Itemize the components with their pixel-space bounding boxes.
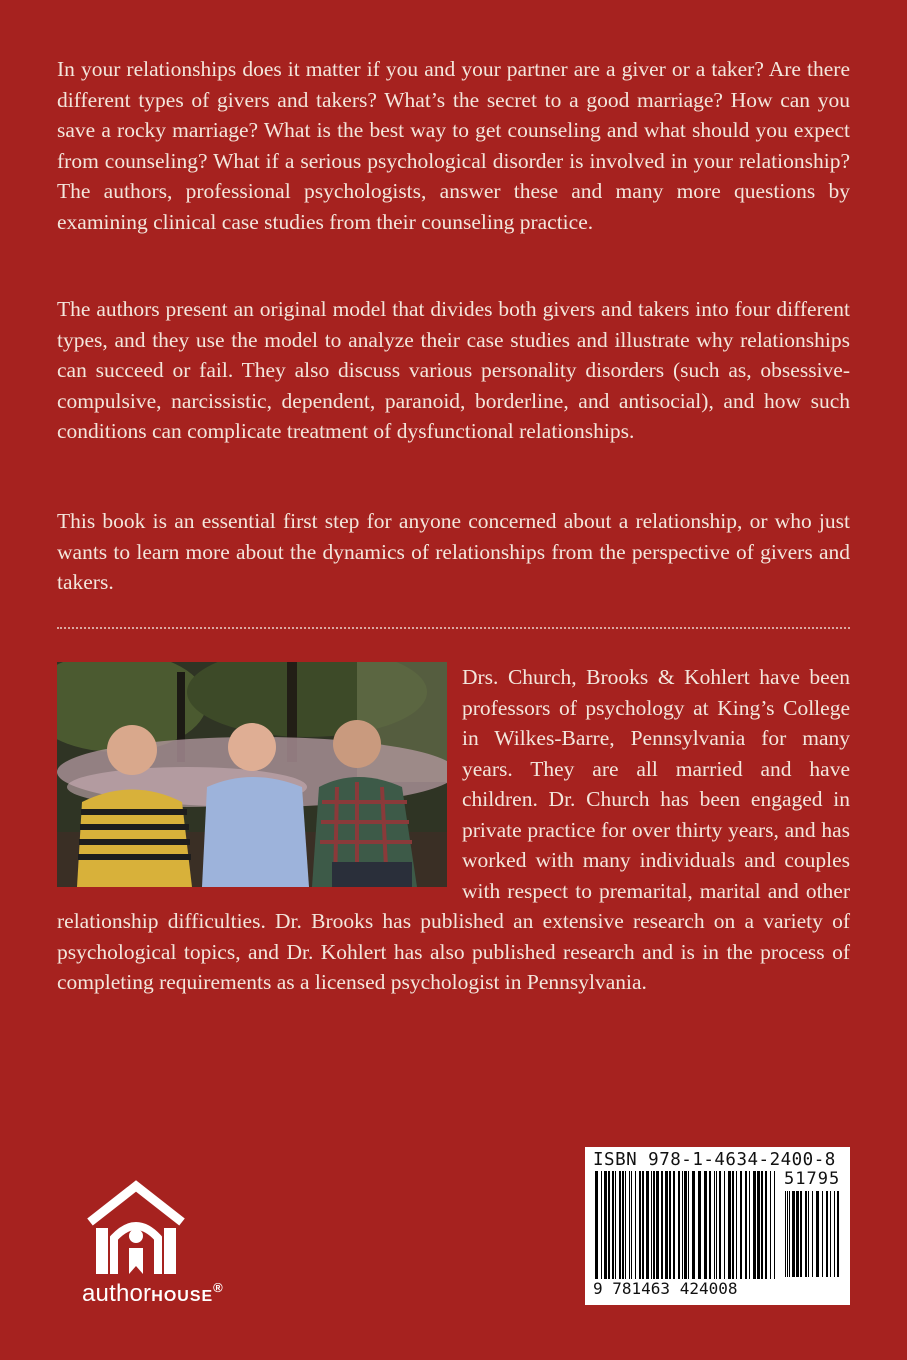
barcode-bar [800,1191,802,1277]
publisher-name [82,1280,223,1308]
barcode-bar [822,1191,823,1277]
isbn-label: ISBN 978-1-4634-2400-8 [593,1150,836,1170]
barcode-bar [642,1171,644,1279]
barcode-bar [635,1171,636,1279]
barcode-bar [796,1191,799,1277]
barcode-bar [774,1171,775,1279]
barcode-bar [816,1191,819,1277]
barcode-bar [805,1191,807,1277]
barcode-bar [728,1171,731,1279]
barcode-bar [612,1171,614,1279]
barcode-bar [688,1171,689,1279]
barcode-bar [785,1191,786,1277]
barcode-bar [830,1191,831,1277]
barcode-bar [629,1171,630,1279]
barcode-bar [761,1171,763,1279]
barcode-bar [749,1171,750,1279]
isbn-barcode [585,1147,850,1305]
barcode-bar [736,1171,737,1279]
barcode-bar [792,1191,795,1277]
barcode-bar [619,1171,621,1279]
barcode-bar [665,1171,668,1279]
barcode-bar [745,1171,747,1279]
barcode-bar [765,1171,767,1279]
barcode-bar [724,1171,725,1279]
barcode-bar [753,1171,756,1279]
barcode-bar [604,1171,607,1279]
barcode-bar [684,1171,687,1279]
barcode-bar [656,1171,659,1279]
ean-barcode-bars [595,1171,779,1279]
barcode-bar [653,1171,655,1279]
barcode-bar [678,1171,680,1279]
dotted-divider [57,627,850,629]
barcode-bar [826,1191,828,1277]
registered-mark: ® [213,1280,223,1295]
publisher-name-house: HOUSE [151,1288,214,1305]
authors-bio: Drs. Church, Brooks & Kohlert have been professors of psychology at King’s College in Wilkes-Barre, Pennsylvania for many years. They are all married and have children. Dr. Church has been engaged in private practice for over thirty years, and has worked with many individuals and couples with respect to premarital, marital and other relationship difficulties. Dr. Brooks has published an extensive research on a variety of psychological topics, and Dr. Kohlert has also published research and is in the process of completing requirements as a licensed psychologist in Pennsylvania. [57,665,850,994]
price-barcode-bars [785,1191,843,1277]
barcode-bar [732,1171,734,1279]
barcode-bar [789,1191,790,1277]
barcode-bar [787,1191,788,1277]
barcode-bar [615,1171,616,1279]
barcode-bar [834,1191,835,1277]
barcode-bar [740,1171,742,1279]
house-book-icon [82,1180,252,1280]
description-paragraph-2: The authors present an original model that divides both givers and takers into four different types, and they use the model to analyze their case studies and illustrate why relationships can succeed or fail. They also discuss various personality disorders (such as, obsessive-compulsive, narcissistic, dependent, paranoid, borderline, and antisocial), and how such conditions can complicate treatment of dysfunctional relationships. [57,297,850,443]
photo-spacer [57,662,462,890]
barcode-bar [669,1171,671,1279]
barcode-bar [651,1171,652,1279]
barcode-bar [808,1191,809,1277]
barcode-bar [698,1171,701,1279]
barcode-bar [714,1171,715,1279]
barcode-bar [595,1171,598,1279]
barcode-bar [608,1171,610,1279]
barcode-bar [837,1191,839,1277]
barcode-bar [719,1171,721,1279]
price-code: 51795 [784,1169,841,1189]
authors-bio-container [57,662,850,998]
barcode-bar [622,1171,624,1279]
barcode-bar [631,1171,632,1279]
barcode-bar [716,1171,717,1279]
description-paragraph-1: In your relationships does it matter if you and your partner are a giver or a taker? Are there different types of givers and takers? What’s the secret to a good marriage? How can you save a rocky marriage? What is the best way to get counseling and what should you expect from counseling? What if a serious psychological disorder is involved in your relationship? The authors, professional psychologists, answer these and many more questions by examining clinical case studies from their counseling practice. [57,57,850,234]
description-paragraph-3: This book is an essential first step for anyone concerned about a relationship, or who just wants to learn more about the dynamics of relationships from the perspective of givers and takers. [57,509,850,594]
barcode-bar [757,1171,760,1279]
barcode-bar [692,1171,695,1279]
barcode-bar [625,1171,626,1279]
barcode-bar [646,1171,649,1279]
barcode-bar [812,1191,813,1277]
barcode-bar [704,1171,707,1279]
barcode-bar [639,1171,641,1279]
barcode-bar [661,1171,663,1279]
barcode-bar [601,1171,602,1279]
barcode-bar [682,1171,683,1279]
barcode-bar [709,1171,711,1279]
publisher-name-author: author [82,1280,152,1307]
barcode-bar [673,1171,675,1279]
barcode-bar [770,1171,771,1279]
ean-digits: 9 781463 424008 [593,1279,738,1298]
